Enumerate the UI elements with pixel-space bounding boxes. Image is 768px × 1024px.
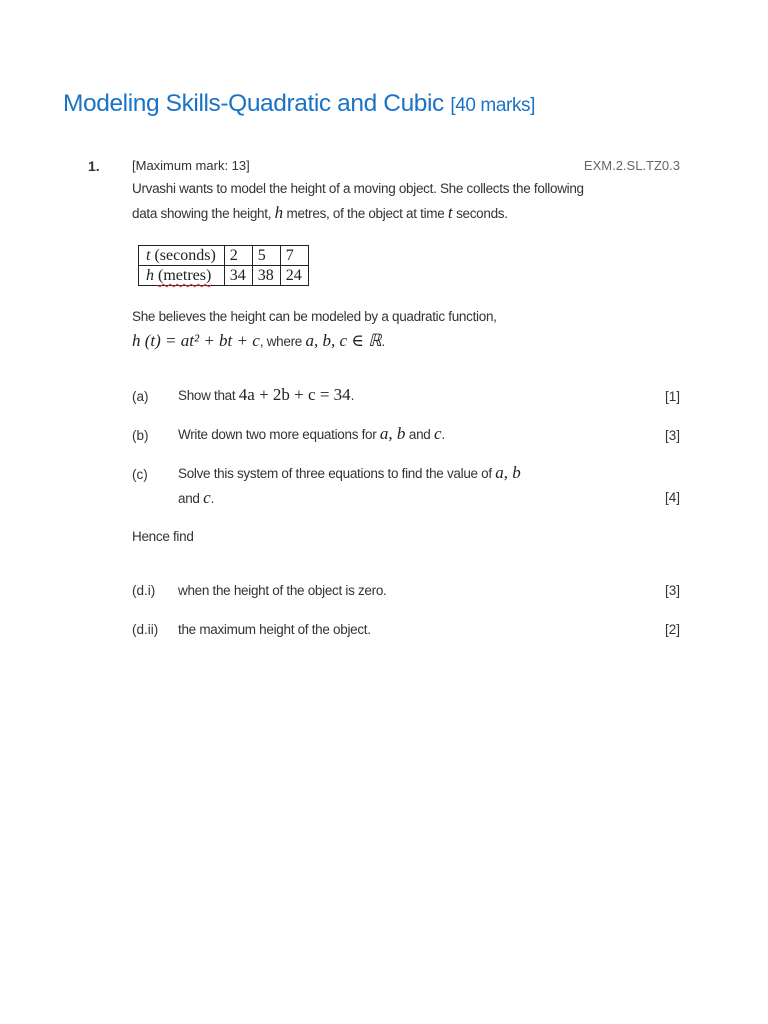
part-c-prompt: Solve this system of three equations to find the value of: [178, 466, 496, 481]
question-number: 1.: [88, 158, 100, 174]
part-b-marks: [3]: [664, 428, 680, 443]
part-b-label: (b): [132, 428, 149, 443]
part-c-label: (c): [132, 467, 148, 482]
part-b-var-c: c: [433, 424, 442, 443]
part-dii-marks: [2]: [664, 622, 680, 637]
intro-line-2: [132, 203, 508, 223]
model-domain: a, b, c ∈ ℝ: [305, 331, 382, 350]
table-var-h: h: [146, 267, 154, 284]
part-a-marks: [1]: [664, 389, 680, 404]
part-c-text-line2: [178, 488, 214, 508]
table-header-t: [139, 246, 225, 266]
model-line-2: [132, 331, 385, 351]
part-c-marks: [4]: [664, 490, 680, 505]
part-b-text: [178, 424, 445, 444]
part-dii-text: the maximum height of the object.: [178, 622, 371, 637]
table-cell: 34: [224, 266, 252, 286]
part-c-and: and: [178, 491, 204, 506]
var-t: t: [447, 203, 453, 222]
table-cell: 24: [280, 266, 308, 286]
part-di-text: when the height of the object is zero.: [178, 583, 387, 598]
table-cell: 38: [252, 266, 280, 286]
part-c-var-c: c: [203, 488, 211, 507]
intro-text-a: data showing the height,: [132, 206, 275, 221]
part-a-prompt: Show that: [178, 388, 239, 403]
model-end: .: [381, 334, 385, 349]
part-c-tail: .: [210, 491, 215, 506]
total-marks: [40 marks]: [450, 95, 536, 116]
part-a-label: (a): [132, 389, 149, 404]
part-dii-label: (d.ii): [132, 622, 159, 637]
part-b-tail: .: [441, 427, 445, 442]
part-a-tail: .: [350, 388, 355, 403]
table-var-t: t: [146, 247, 151, 264]
model-line-1: She believes the height can be modeled by a quadratic function,: [132, 309, 497, 324]
table-label-t: (seconds): [150, 247, 216, 264]
table-cell: 5: [252, 246, 280, 266]
part-b-prompt: Write down two more equations for: [178, 427, 380, 442]
table-header-h: [139, 266, 225, 286]
var-h: h: [274, 203, 284, 222]
part-b-mid: and: [405, 427, 434, 442]
table-row-t: [139, 246, 309, 266]
model-where: , where: [259, 334, 306, 349]
table-cell: 2: [224, 246, 252, 266]
maximum-mark: [Maximum mark: 13]: [132, 158, 250, 173]
intro-text-b: metres, of the object at time: [283, 206, 448, 221]
part-b-vars: a, b: [379, 424, 406, 443]
part-a-equation: 4a + 2b + c = 34: [238, 385, 351, 404]
part-di-marks: [3]: [664, 583, 680, 598]
part-a-text: [178, 385, 354, 405]
question-code: EXM.2.SL.TZ0.3: [583, 158, 680, 173]
title-text: Modeling Skills-Quadratic and Cubic: [63, 90, 444, 117]
intro-text-c: seconds.: [452, 206, 508, 221]
hence-find: Hence find: [132, 529, 194, 544]
data-table: [138, 245, 309, 286]
table-label-h: (metres): [158, 267, 212, 284]
table-cell: 7: [280, 246, 308, 266]
page-title: [63, 90, 535, 118]
table-row-h: [139, 266, 309, 286]
part-di-label: (d.i): [132, 583, 156, 598]
part-c-vars: a, b: [495, 463, 521, 482]
part-c-text: [178, 463, 521, 483]
model-function: h (t) = at² + bt + c: [132, 331, 260, 350]
intro-line-1: Urvashi wants to model the height of a moving object. She collects the following: [132, 181, 584, 196]
